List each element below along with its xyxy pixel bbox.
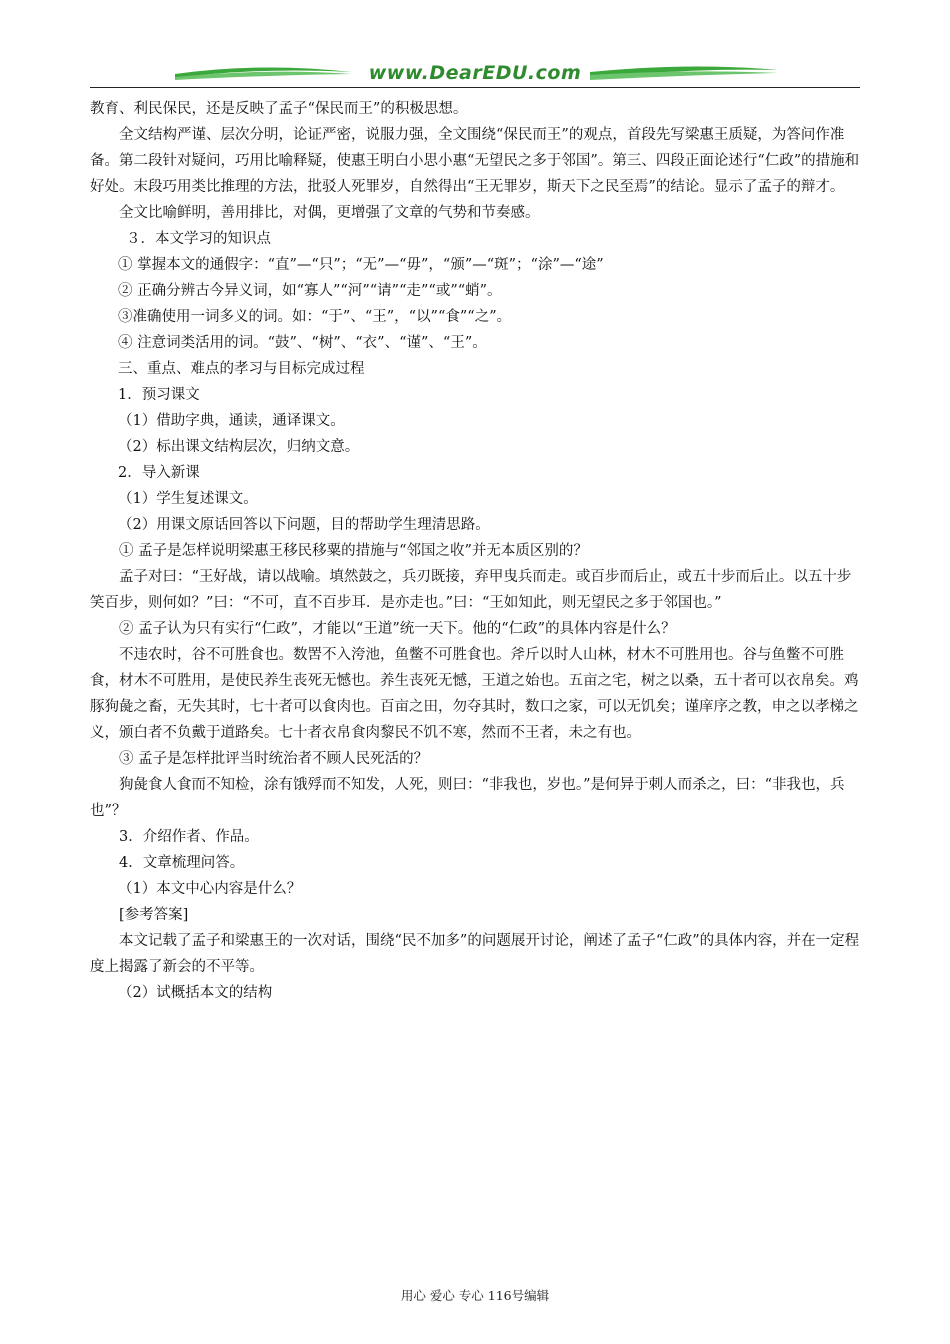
paragraph: 全文比喻鲜明，善用排比，对偶，更增强了文章的气势和节奏感。 [119,205,540,221]
header-rule [90,87,860,88]
site-logo: www.DearEDU.com [368,62,582,84]
list-item: ② 正确分辨古今异义词，如“寡人”“河”“请”“走”“或”“蛸”。 [118,283,502,299]
list-item: （2）用课文原话回答以下问题，目的帮助学生理清思路。 [118,517,490,533]
answer: 本文记载了孟子和梁惠王的一次对话，围绕“民不加多”的问题展开讨论，阐述了孟子“仁政”的具体内容，并在一定程度上揭露了新会的不平等。 [90,933,860,975]
question: ② 孟子认为只有实行“仁政”，才能以“王道”统一天下。他的“仁政”的具体内容是什么？ [119,621,676,637]
paragraph: 教育、利民保民，还是反映了孟子“保民而王”的积极思想。 [90,101,468,117]
question: （1）本文中心内容是什么？ [118,881,302,897]
list-item: （1）学生复述课文。 [118,491,258,507]
section-heading: 3．介绍作者、作品。 [119,829,259,845]
list-item: ④ 注意词类活用的词。“鼓”、“树”、“衣”、“谨”、“王”。 [118,335,487,351]
page-footer: 用心 爱心 专心 116号编辑 [400,1288,550,1303]
paragraph: 全文结构严谨、层次分明，论证严密，说服力强，全文围绕“保民而王”的观点，首段先写梁惠王质疑，为答问作准备。第二段针对疑问，巧用比喻释疑，使惠王明白小思小惠“无望民之多于邻国”。第三、四段正面论述行“仁政”的措施和好处。末段巧用类比推理的方法，批驳人死罪岁，自然得出“王无罪岁，斯天下之民至焉”的结论。显示了孟子的辩才。 [90,127,860,195]
page-header [90,58,860,90]
section-heading: 1．预习课文 [118,387,200,403]
answer-label: [参考答案] [119,907,189,923]
question: （2）试概括本文的结构 [118,985,273,1001]
section-heading: 4．文章梳理问答。 [119,855,245,871]
quote: 不违农时，谷不可胜食也。数罟不入洿池，鱼鳖不可胜食也。斧斤以时人山林，材木不可胜用也。谷与鱼鳖不可胜食，材木不可胜用，是使民养生丧死无憾也。养生丧死无憾，王道之始也。五亩之宅，树之以桑，五十者可以衣帛矣。鸡豚狗彘之畜，无失其时，七十者可以食肉也。百亩之田，勿夺其时，数口之家，可以无饥矣；谨庠序之教，申之以孝梯之义，颁白者不负戴于道路矣。七十者衣帛食肉黎民不饥不寒，然而不王者，未之有也。 [90,647,859,741]
document-body [90,96,862,1006]
list-item: （1）借助字典，通读，通译课文。 [118,413,345,429]
list-item: （2）标出课文结构层次，归纳文意。 [118,439,360,455]
question: ③ 孟子是怎样批评当时统治者不顾人民死活的？ [119,751,429,767]
list-item: ① 掌握本文的通假字：“直”—“只”；“无”—“毋”，“颁”—“斑”；“涂”—“途” [118,257,604,273]
quote: 狗彘食人食而不知检，涂有饿殍而不知发，人死，则曰：“非我也，岁也。”是何异于刺人而杀之，曰：“非我也，兵也”？ [90,777,845,819]
section-heading: 2．导入新课 [118,465,200,481]
quote: 孟子对曰：“王好战，请以战喻。填然鼓之，兵刃既接，弃甲曳兵而走。或百步而后止，或五十步而后止。以五十步笑百步，则何如？”曰：“不可，直不百步耳．是亦走也。”曰：“王如知此，则无望民之多于邻国也。” [90,569,852,611]
list-item: ③准确使用一词多义的词。如：“于”、“王”，“以”“食”“之”。 [118,309,512,325]
section-heading: ３．本文学习的知识点 [126,231,271,247]
question: ① 孟子是怎样说明梁惠王移民移粟的措施与“邻国之收”并无本质区别的？ [119,543,588,559]
section-heading: 三、重点、难点的孝习与目标完成过程 [118,361,365,377]
